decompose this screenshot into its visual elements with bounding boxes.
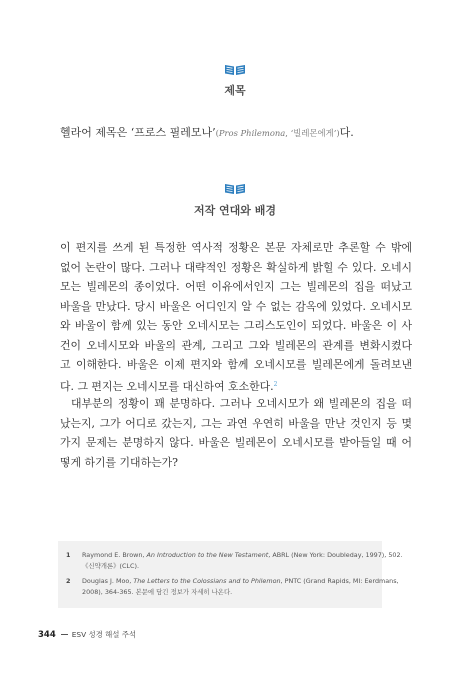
paragraph-line: 떻게 하기를 기대하는가? (60, 455, 178, 469)
latin-title: Pros Philemona (218, 128, 286, 138)
section-heading: 저작 연대와 배경 (193, 204, 277, 217)
footnote-book-title: An Introduction to the New Testament (146, 551, 269, 559)
footer-divider (61, 634, 68, 635)
paragraph-line: 모는 빌레몬의 종이었다. 어떤 이유에서인지 그는 빌레몬의 집을 떠났고 (60, 280, 412, 294)
paragraph-line: 건이 오네시모와 바울의 관계, 그리고 그와 빌레몬의 관계를 변화시켰다 (60, 338, 412, 352)
paragraph-background (60, 238, 412, 394)
footnote-translation: 《신약개론》(CLC). (82, 562, 139, 570)
footnote-publication: , ABRL (New York: Doubleday, 1997), 502. (268, 551, 403, 559)
paragraph-questions (60, 394, 412, 472)
open-book-icon (0, 182, 470, 195)
footnote-number: 2 (66, 577, 71, 585)
section-heading: 제목 (224, 84, 246, 97)
footnote-book-title: The Letters to the Colossians and to Philemon (133, 577, 281, 585)
paragraph-line: 이 편지를 쓰게 된 특정한 역사적 정황은 본문 자체로만 추론할 수 밖에 (60, 241, 412, 254)
korean-gloss: , ‘빌레몬에게’) (285, 128, 340, 138)
page-footer (38, 629, 136, 640)
footnote-citation (82, 551, 403, 559)
open-book-icon (0, 63, 470, 76)
footnote-continuation: 2008), 364-365. 본문에 담긴 정보가 자세히 나온다. (82, 588, 233, 596)
paragraph-line: 다. 그 편지는 오네시모를 대신하여 호소한다. (60, 379, 274, 393)
paragraph-line: 가지 문제는 분명하지 않다. 바울은 빌레몬이 오네시모를 받아들일 때 어 (60, 436, 412, 450)
paragraph-line: 대부분의 정황이 꽤 분명하다. 그러나 오네시모가 왜 빌레몬의 집을 떠 (71, 397, 412, 410)
paragraph-line: 바울을 만났다. 당시 바울은 어디인지 알 수 없는 감옥에 있었다. 오네시모 (60, 299, 412, 313)
title-sentence (60, 124, 410, 140)
footnote-author: Raymond E. Brown, (82, 551, 147, 559)
footnote-citation (82, 577, 399, 585)
running-title: ESV 성경 해설 주석 (71, 630, 137, 639)
page-number: 344 (38, 629, 56, 640)
footnotes-box (58, 541, 403, 608)
title-sentence-start: 헬라어 제목은 ‘프로스 필레모나’ (60, 126, 216, 139)
latin-paren-open: ( (215, 128, 219, 138)
paragraph-last-line (60, 375, 412, 395)
footnote-author: Douglas J. Moo, (82, 577, 134, 585)
footnote-number: 1 (66, 551, 71, 559)
footnote-publication: , PNTC (Grand Rapids, MI: Eerdmans, (280, 577, 399, 585)
paragraph-line: 고 이해한다. 바울은 이제 편지와 함께 오네시모를 빌레몬에게 돌려보낸 (60, 358, 412, 372)
paragraph-line: 났는지, 그가 어디로 갔는지, 그는 과연 우연히 바울을 만난 것인지 등 몇 (60, 416, 412, 430)
footnote-reference[interactable]: 2 (273, 380, 278, 388)
title-sentence-end: 다. (339, 126, 354, 139)
paragraph-line: 와 바울이 함께 있는 동안 오네시모는 그리스도인이 되었다. 바울은 이 사 (60, 319, 412, 333)
paragraph-line: 없어 논란이 많다. 그러나 대략적인 정황은 확실하게 밝힐 수 있다. 오네시 (60, 260, 412, 274)
